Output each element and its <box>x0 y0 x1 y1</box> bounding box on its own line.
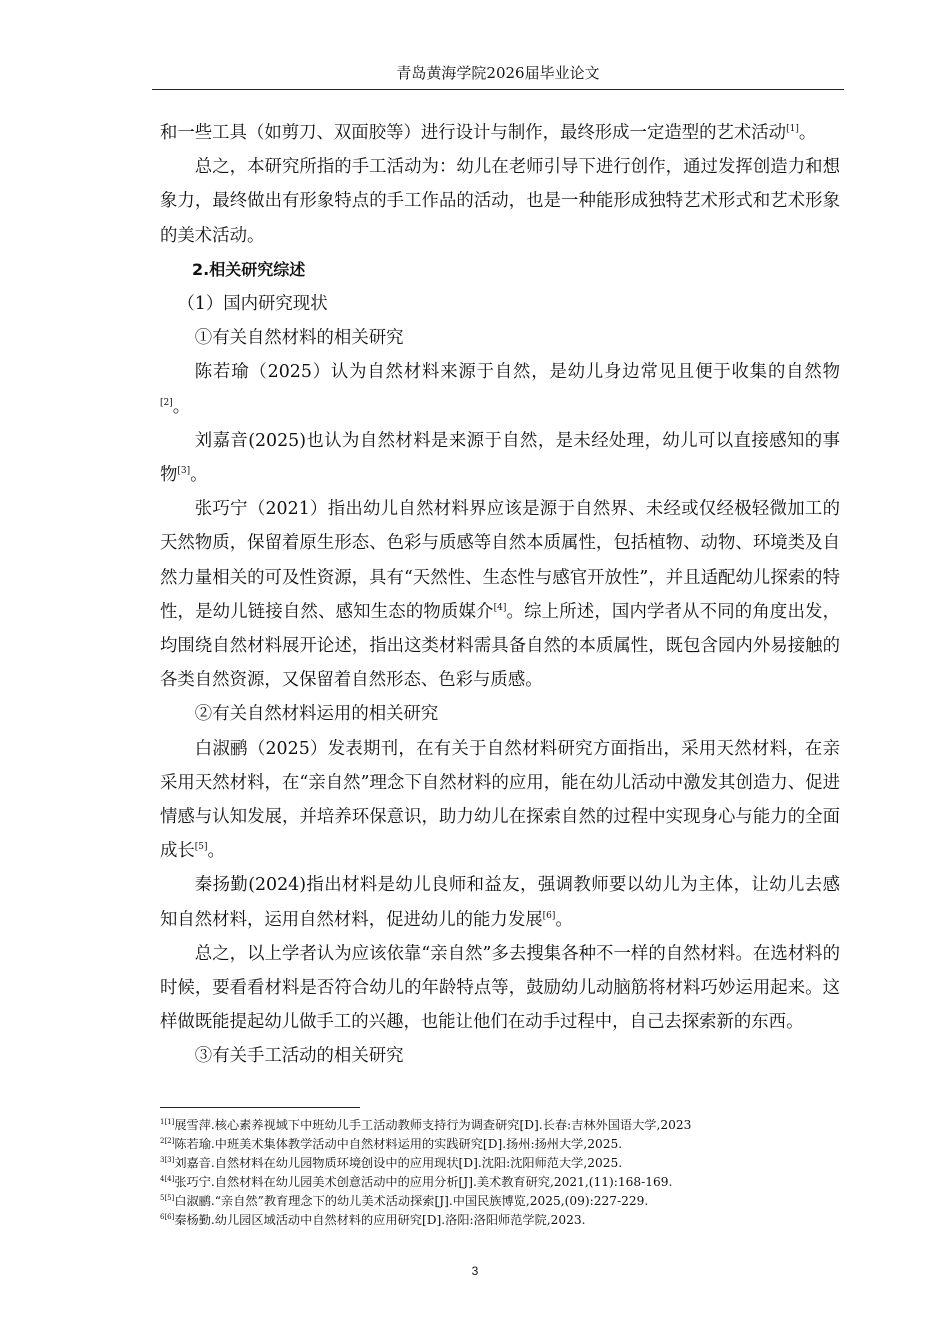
footnote-text: 白淑鹂.“亲自然”教育理念下的幼儿美术活动探索[J].中国民族博览,2025,(09):227-229. <box>174 1194 649 1208</box>
paragraph-3-text: 陈若瑜（2025）认为自然材料来源于自然，是幼儿身边常见且便于收集的自然物 <box>194 362 840 383</box>
footnote-mark: 6[6] <box>160 1212 175 1221</box>
footnote-text: 刘嘉音.自然材料在幼儿园物质环境创设中的应用现状[D].沈阳:沈阳师范大学,2025. <box>174 1156 623 1170</box>
paragraph-4-end: 。 <box>190 465 208 486</box>
paragraph-3 <box>160 355 840 423</box>
paragraph-7-end: 。 <box>555 909 573 930</box>
citation-1: [1] <box>786 124 799 135</box>
paragraph-4 <box>160 424 840 492</box>
footnote-text: 陈若瑜.中班美术集体教学活动中自然材料运用的实践研究[D].扬州:扬州大学,2025. <box>174 1137 623 1151</box>
header-rule <box>152 89 844 90</box>
footnote-text: 展雪萍.核心素养视域下中班幼儿手工活动教师支持行为调查研究[D].长春:吉林外国语大学,2023 <box>174 1118 692 1132</box>
subsection-heading: （1）国内研究现状 <box>177 294 328 315</box>
page-number: 3 <box>471 1264 479 1278</box>
citation-5: [5] <box>194 842 208 853</box>
page-header: 青岛黄海学院2026届毕业论文 <box>396 64 600 82</box>
paragraph-3-end: 。 <box>172 396 191 417</box>
paragraph-5-text: 张巧宁（2021）指出幼儿自然材料界应该是源于自然界、未经或仅经极轻微加工的天然物质，保留着原生形态、色彩与质感等自然本质属性，包括植物、动物、环境类及自然力量相关的可及性资源，具有“天然性、生态性与感官开放性”，并且适配幼儿探索的特性，是幼儿链接自然、感知生态的物质媒介 <box>160 499 840 622</box>
footnote-mark: 4[4] <box>160 1174 175 1183</box>
citation-6: [6] <box>542 910 556 921</box>
footnote-mark: 2[2] <box>160 1136 175 1145</box>
footnote-mark: 5[5] <box>160 1193 175 1202</box>
footnote-text: 秦杨勤.幼儿园区域活动中自然材料的应用研究[D].洛阳:洛阳师范学院,2023. <box>174 1213 586 1227</box>
paragraph-1-end: 。 <box>798 123 817 143</box>
paragraph-6-text: 白淑鹂（2025）发表期刊，在有关于自然材料研究方面指出，采用天然材料，在亲采用天然材料，在“亲自然”理念下自然材料的应用，能在幼儿活动中激发其创造力、促进情感与认知发展，并培养环保意识，助力幼儿在探索自然的过程中实现身心与能力的全面成长 <box>160 738 840 862</box>
footnote <box>160 1135 840 1154</box>
paragraph-2: 总之，本研究所指的手工活动为：幼儿在老师引导下进行创作，通过发挥创造力和想象力，最终做出有形象特点的手工作品的活动，也是一种能形成独特艺术形式和艺术形象的美术活动。 <box>160 157 840 246</box>
footnote-mark: 3[3] <box>160 1155 175 1164</box>
paragraph-5 <box>160 492 840 697</box>
footnote-mark: 1[1] <box>160 1117 175 1126</box>
paragraph-8: 总之，以上学者认为应该依靠“亲自然”多去搜集各种不一样的自然材料。在选材料的时候，要看看材料是否符合幼儿的年龄特点等，鼓励幼儿动脑筋将材料巧妙运用起来。这样做既能提起幼儿做手工的兴趣，也能让他们在动手过程中，自己去探索新的东西。 <box>160 943 840 1033</box>
paragraph-6-end: 。 <box>207 841 225 862</box>
topic-heading-2: ②有关自然材料运用的相关研究 <box>194 704 439 725</box>
paragraph-7 <box>160 868 840 936</box>
paragraph-5-end: 。综上所述，国内学者从不同的角度出发，均围绕自然材料展开论述，指出这类材料需具备自然的本质属性，既包含园内外易接触的各类自然资源，又保留着自然形态、色彩与质感。 <box>160 601 840 691</box>
section-heading: 2.相关研究综述 <box>192 259 306 279</box>
footnote <box>160 1173 840 1192</box>
footnote <box>160 1154 840 1173</box>
paragraph-4-text: 刘嘉音(2025)也认为自然材料是来源于自然，是未经处理，幼儿可以直接感知的事物 <box>160 430 840 486</box>
paragraph-7-text: 秦扬勤(2024)指出材料是幼儿良师和益友，强调教师要以幼儿为主体，让幼儿去感知自然材料，运用自然材料，促进幼儿的能力发展 <box>160 875 840 930</box>
footnote <box>160 1116 840 1135</box>
paragraph-1 <box>160 116 840 150</box>
citation-2: [2] <box>160 397 173 408</box>
topic-heading-3: ③有关手工活动的相关研究 <box>194 1046 404 1067</box>
footnote-separator <box>160 1107 360 1108</box>
body-text <box>160 116 840 1074</box>
footnotes <box>160 1116 840 1230</box>
footnote-text: 张巧宁.自然材料在幼儿园美术创意活动中的应用分析[J].美术教育研究,2021,(11):168-169. <box>174 1175 673 1189</box>
topic-heading-1: ①有关自然材料的相关研究 <box>194 328 404 349</box>
citation-3: [3] <box>177 466 191 477</box>
paragraph-6 <box>160 732 840 869</box>
citation-4: [4] <box>493 603 507 614</box>
footnote <box>160 1211 840 1230</box>
footnote <box>160 1192 840 1211</box>
paragraph-1-text: 和一些工具（如剪刀、双面胶等）进行设计与制作，最终形成一定造型的艺术活动 <box>160 123 787 143</box>
